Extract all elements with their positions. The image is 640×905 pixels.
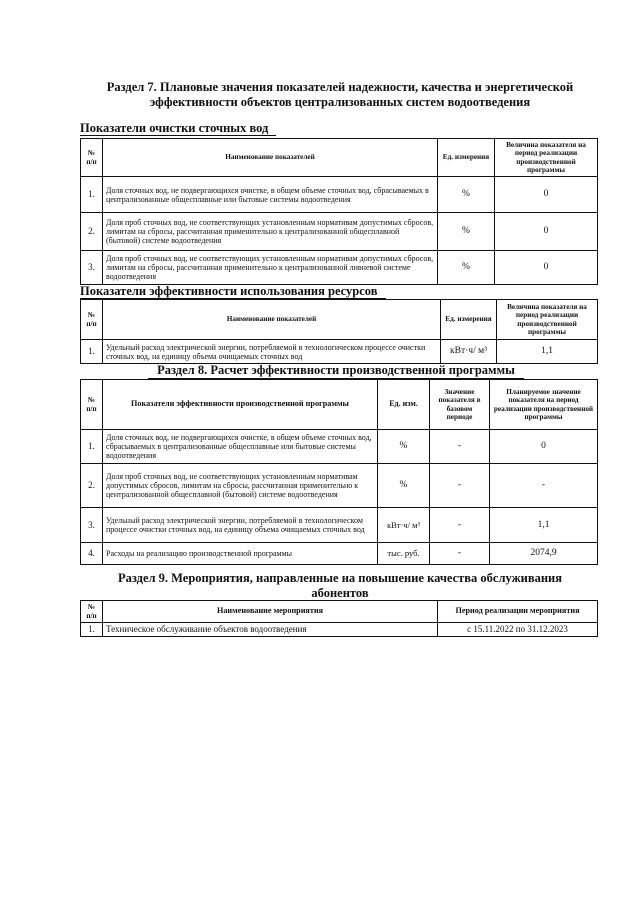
col-header-name: Наименование показателей — [103, 139, 438, 177]
row-num: 1. — [81, 177, 103, 213]
col-header-name: Наименование мероприятия — [103, 601, 438, 623]
section9-title-line1: Раздел 9. Мероприятия, направленные на повышение качества обслуживания — [117, 571, 563, 585]
col-header-base: Значение показателя в базовом периоде — [430, 380, 490, 430]
section7-sub1: Показатели очистки сточных вод — [80, 121, 276, 136]
row-num: 1. — [81, 430, 103, 464]
table-cleaning — [80, 138, 598, 285]
section9-title-line2: абонентов — [311, 586, 369, 600]
section7-title-line2: эффективности объектов централизованных систем водоотведения — [149, 95, 531, 109]
row-name: Доля проб сточных вод, не соответствующих установленным нормативам допустимых сбросов, лимитам на сбросы, рассчитанная применительно к централизованной общесплавной (бытовой) системе водоотведения — [103, 213, 438, 251]
section9-title — [80, 571, 600, 601]
row-num: 1. — [81, 623, 103, 637]
row-unit: кВт·ч/ м³ — [441, 340, 497, 364]
row-unit: кВт·ч/ м³ — [378, 508, 430, 543]
row-unit: % — [378, 464, 430, 508]
table-row — [81, 430, 598, 464]
row-name: Доля сточных вод, не подвергающихся очистке, в общем объеме сточных вод, сбрасываемых в централизованные общесплавные или бытовые системы водоотведения — [103, 430, 378, 464]
row-num: 3. — [81, 251, 103, 285]
row-value: 0 — [495, 177, 598, 213]
row-plan: 0 — [490, 430, 598, 464]
row-plan: 1,1 — [490, 508, 598, 543]
col-header-num: № п/п — [81, 380, 103, 430]
col-header-num: № п/п — [81, 300, 103, 340]
row-period: с 15.11.2022 по 31.12.2023 — [438, 623, 598, 637]
row-plan: 2074,9 — [490, 543, 598, 565]
row-base: - — [430, 464, 490, 508]
row-unit: тыс. руб. — [378, 543, 430, 565]
row-num: 3. — [81, 508, 103, 543]
table-header-row — [81, 300, 598, 340]
row-base: - — [430, 543, 490, 565]
col-header-value: Величина показателя на период реализации производственной программы — [497, 300, 598, 340]
row-name: Расходы на реализацию производственной программы — [103, 543, 378, 565]
row-num: 1. — [81, 340, 103, 364]
table-header-row — [81, 380, 598, 430]
section7-title — [80, 80, 600, 110]
col-header-period: Период реализации мероприятия — [438, 601, 598, 623]
section7-sub2: Показатели эффективности использования ресурсов — [80, 284, 386, 299]
row-unit: % — [378, 430, 430, 464]
col-header-num: № п/п — [81, 139, 103, 177]
table-efficiency — [80, 379, 598, 565]
row-name: Доля проб сточных вод, не соответствующих установленным нормативам допустимых сбросов, лимитам на сбросы, рассчитанная применительно к централизованной ливневой системе водоотведения — [103, 251, 438, 285]
row-base: - — [430, 430, 490, 464]
row-name: Удельный расход электрической энергии, потребляемой в технологическом процессе очистки сточных вод, на единицу объема очищаемых сточных вод — [103, 340, 441, 364]
table-row — [81, 464, 598, 508]
table-row — [81, 177, 598, 213]
table-row — [81, 251, 598, 285]
col-header-name: Показатели эффективности производственной программы — [103, 380, 378, 430]
col-header-plan: Планируемое значение показателя на период реализации производственной программы — [490, 380, 598, 430]
row-unit: % — [438, 213, 495, 251]
col-header-num: № п/п — [81, 601, 103, 623]
row-unit: % — [438, 177, 495, 213]
row-name: Доля сточных вод, не подвергающихся очистке, в общем объеме сточных вод, сбрасываемых в централизованные общесплавные или бытовые системы водоотведения — [103, 177, 438, 213]
row-name: Техническое обслуживание объектов водоотведения — [103, 623, 438, 637]
table-row — [81, 543, 598, 565]
row-value: 0 — [495, 251, 598, 285]
col-header-unit: Ед. измерения — [438, 139, 495, 177]
col-header-unit: Ед. измерения — [441, 300, 497, 340]
col-header-name: Наименование показателей — [103, 300, 441, 340]
row-name: Удельный расход электрической энергии, потребляемой в технологическом процессе очистки сточных вод, на единицу объема очищаемых сточных вод — [103, 508, 378, 543]
row-num: 4. — [81, 543, 103, 565]
row-value: 0 — [495, 213, 598, 251]
col-header-unit: Ед. изм. — [378, 380, 430, 430]
row-base: - — [430, 508, 490, 543]
section8-title: Раздел 8. Расчет эффективности производственной программы — [148, 363, 524, 379]
row-plan: - — [490, 464, 598, 508]
row-name: Доля проб сточных вод, не соответствующих установленным нормативам допустимых сбросов, лимитам на сбросы, рассчитанная применительно к централизованной общесплавной (бытовой) системе водоотведения — [103, 464, 378, 508]
table-measures — [80, 600, 598, 637]
row-num: 2. — [81, 464, 103, 508]
table-row — [81, 340, 598, 364]
section7-title-line1: Раздел 7. Плановые значения показателей надежности, качества и энергетической — [106, 80, 574, 94]
row-unit: % — [438, 251, 495, 285]
table-resources — [80, 299, 598, 364]
row-value: 1,1 — [497, 340, 598, 364]
table-row — [81, 213, 598, 251]
table-header-row — [81, 601, 598, 623]
table-row — [81, 623, 598, 637]
table-row — [81, 508, 598, 543]
row-num: 2. — [81, 213, 103, 251]
col-header-value: Величина показателя на период реализации производственной программы — [495, 139, 598, 177]
table-header-row — [81, 139, 598, 177]
